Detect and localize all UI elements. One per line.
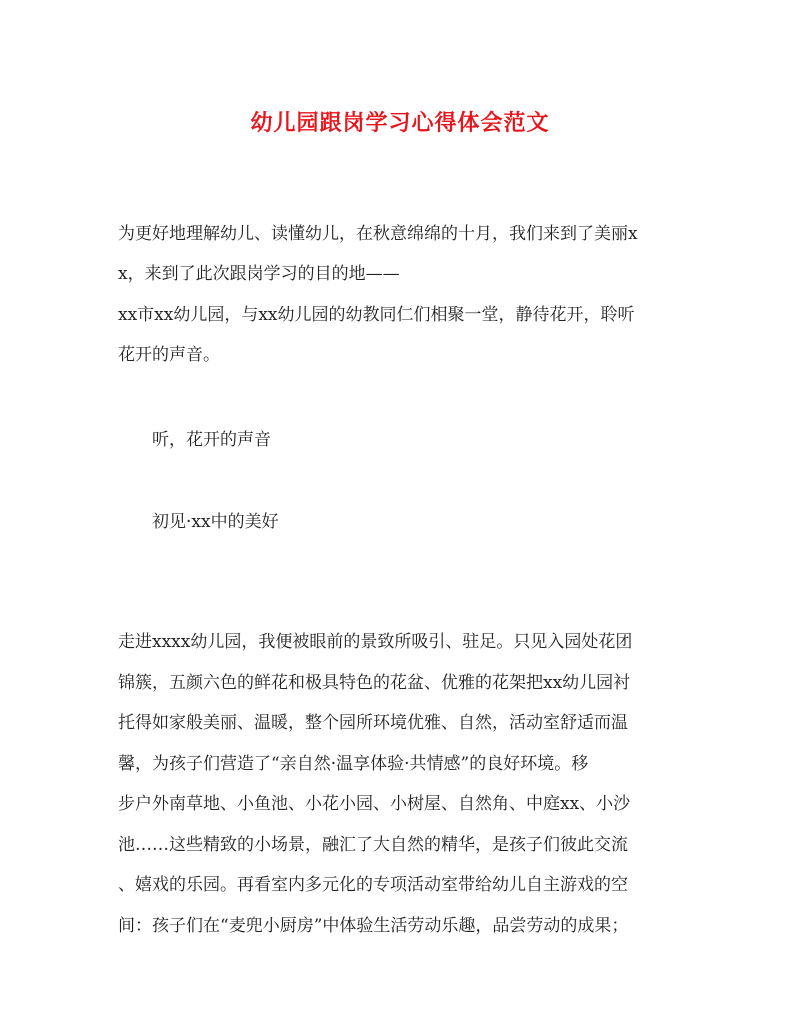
- body-line-7: 、嬉戏的乐园。再看室内多元化的专项活动室带给幼儿自主游戏的空: [118, 875, 628, 895]
- body-line-4: 馨，为孩子们营造了“亲自然·温享体验·共情感”的良好环境。移: [118, 754, 589, 774]
- body-line-6: 池……这些精致的小场景，融汇了大自然的精华，是孩子们彼此交流: [118, 835, 628, 855]
- section-heading-first-sight: 初见·xx中的美好: [152, 512, 279, 532]
- body-line-3: 托得如家般美丽、温暖，整个园所环境优雅、自然，活动室舒适而温: [118, 713, 628, 733]
- intro-line-1: 为更好地理解幼儿、读懂幼儿，在秋意绵绵的十月，我们来到了美丽x: [118, 224, 638, 244]
- intro-line-3: xx市xx幼儿园，与xx幼儿园的幼教同仁们相聚一堂，静待花开，聆听: [118, 305, 635, 325]
- document-title: 幼儿园跟岗学习心得体会范文: [250, 110, 550, 136]
- body-line-1: 走进xxxx幼儿园，我便被眼前的景致所吸引、驻足。只见入园处花团: [118, 632, 633, 652]
- intro-line-2: x，来到了此次跟岗学习的目的地——: [118, 264, 400, 284]
- body-line-2: 锦簇，五颜六色的鲜花和极具特色的花盆、优雅的花架把xx幼儿园衬: [118, 673, 631, 693]
- body-line-5: 步户外南草地、小鱼池、小花小园、小树屋、自然角、中庭xx、小沙: [118, 794, 631, 814]
- intro-line-4: 花开的声音。: [118, 345, 220, 365]
- body-line-8: 间：孩子们在“麦兜小厨房”中体验生活劳动乐趣，品尝劳动的成果；: [118, 916, 629, 936]
- section-heading-listen: 听，花开的声音: [152, 430, 271, 450]
